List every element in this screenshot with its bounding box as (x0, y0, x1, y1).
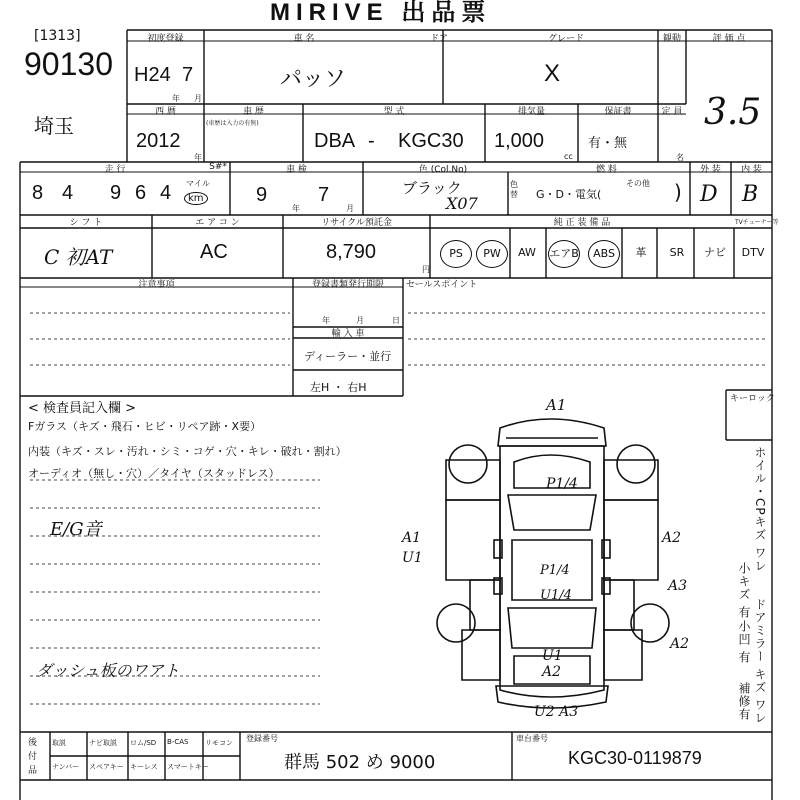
header-model: 型 式 (383, 107, 405, 117)
warranty-value: 有・無 (588, 136, 628, 151)
header-shift: シ フ ト (69, 218, 103, 228)
mileage-digit-3: 9 (110, 182, 122, 204)
mileage-unit: km (184, 192, 208, 205)
capacity-unit: 名 (676, 153, 684, 162)
header-year: 西 暦 (155, 107, 176, 117)
reg-docs-year: 年 (322, 316, 330, 325)
exterior-grade: D (700, 182, 718, 207)
equipment-item: PS (440, 240, 472, 268)
header-mileage: 走 行 (104, 165, 126, 175)
header-chassis-number: 車台番号 (516, 734, 548, 743)
header-door: ドア (430, 34, 448, 44)
document-title: MIRIVE 出品票 (270, 0, 492, 26)
accessory-item: 取説 (52, 739, 66, 747)
header-tuner: TVチューナー等 (735, 219, 779, 226)
header-grade: グレード (547, 34, 584, 44)
header-exterior: 外 装 (700, 165, 721, 175)
accessory-item: キーレス (130, 763, 158, 771)
lot-prefecture: 埼玉 (34, 114, 74, 138)
header-color: 色 (Col.No) (418, 165, 468, 175)
grade-value: X (544, 60, 561, 87)
score-value: 3.5 (704, 92, 762, 133)
repaint-label: 色替 (510, 180, 518, 199)
mileage-unit-top: マイル (186, 179, 210, 188)
header-warranty: 保証書 (604, 107, 632, 117)
mileage-digit-1: 8 (32, 182, 44, 204)
recycle-value: 8,790 (326, 241, 377, 263)
inspector-line-3: オーディオ（無し・穴）／タイヤ（スタッドレス） (28, 467, 280, 480)
accessory-item: ナンバー (52, 763, 80, 771)
handwritten-note-2: ダッシュ板のワアト (36, 661, 180, 680)
mark-right-a3: A3 (668, 578, 688, 594)
header-import: 輸 入 車 (331, 329, 365, 339)
inspection-month: 7 (318, 184, 330, 206)
import-dealer: ディーラー・並行 (304, 350, 392, 363)
accessory-item: ナビ取説 (89, 739, 117, 747)
model-prefix: DBA (314, 130, 356, 152)
lot-number: 90130 (24, 46, 113, 82)
header-car-name: 車 名 (293, 34, 315, 44)
accessory-item: ロム/SD (130, 739, 157, 747)
fuel-other: その他 (626, 179, 650, 188)
header-score-left: 観動 (662, 34, 681, 44)
header-sales-point: セールスポイント (406, 280, 478, 290)
equipment-item: DTV (741, 246, 765, 259)
mark-left-a: A1 (402, 530, 422, 546)
side-legend-5: 補修有 (737, 682, 751, 721)
accessory-item: リモコン (205, 739, 233, 747)
equipment-item: SR (669, 246, 685, 259)
header-score: 評 価 点 (712, 34, 746, 44)
mark-roof-u: U1/4 (540, 588, 572, 603)
shift-value: C 初AT (44, 245, 113, 269)
reg-docs-day: 日 (392, 316, 400, 325)
mark-rear-u: U1 (542, 648, 563, 664)
side-legend-3: ドアミラー キズ ワレ (753, 598, 767, 725)
registration-value: 群馬 502 め 9000 (284, 752, 436, 773)
side-legend-2: 小キズ 有 (737, 562, 751, 619)
equipment-item: ABS (588, 240, 620, 268)
color-name: ブラック (402, 179, 462, 197)
handwritten-note-1: E/G音 (50, 519, 102, 540)
header-capacity: 定 員 (661, 107, 683, 117)
recycle-unit: 円 (422, 265, 430, 274)
mark-right-a2b: A2 (670, 636, 690, 652)
model-dash: - (368, 130, 375, 152)
equipment-item: 革 (635, 246, 647, 259)
header-displacement: 排気量 (517, 107, 545, 117)
accessories-label: 後付品 (28, 738, 38, 776)
mileage-digit-5: 4 (160, 182, 172, 204)
year-unit: 年 (194, 153, 202, 162)
interior-grade: B (742, 182, 759, 207)
color-code: X07 (446, 194, 478, 213)
import-handle: 左H ・ 右H (310, 381, 367, 394)
header-first-reg: 初度登録 (147, 34, 184, 44)
fuel-value: G・D・電気( (536, 188, 602, 201)
equipment-item: エアB (548, 240, 580, 268)
header-fuel: 燃 料 (596, 165, 617, 175)
mark-front: A1 (546, 396, 567, 414)
header-recycle: リサイクル預託金 (321, 218, 392, 228)
header-inspection: 車 検 (286, 165, 307, 175)
reg-docs-month: 月 (356, 316, 364, 325)
lot-code: [1313] (34, 28, 81, 44)
mark-right-a2: A2 (662, 530, 682, 546)
equipment-item: ナビ (704, 246, 726, 259)
mileage-digit-4: 6 (135, 182, 147, 204)
year-value: 2012 (136, 130, 181, 152)
car-name-value: パッソ (280, 67, 347, 92)
aircon-value: AC (200, 241, 228, 263)
first-reg-month: 7 (182, 64, 194, 86)
accessory-item: スペアキー (89, 763, 124, 771)
first-reg-year-label: 年 (172, 94, 180, 103)
header-notes: 注意事項 (138, 280, 175, 290)
fuel-close: ) (674, 180, 682, 204)
header-interior: 内 装 (741, 165, 762, 175)
inspector-line-1: Fガラス（キズ・飛石・ヒビ・リペア跡・X要） (28, 420, 262, 433)
equipment-item: AW (518, 246, 536, 259)
mark-left-u: U1 (402, 550, 423, 566)
header-aircon: エ ア コ ン (195, 218, 240, 228)
chassis-value: KGC30-0119879 (568, 748, 702, 768)
model-code: KGC30 (398, 130, 464, 152)
accessory-item: スマートキー (167, 763, 209, 771)
header-equipment: 純 正 装 備 品 (553, 218, 611, 228)
header-reg-docs: 登録書類発行期限 (311, 280, 384, 290)
first-reg-month-label: 月 (194, 94, 202, 103)
header-shift-code: S#* (209, 162, 227, 172)
mileage-digit-2: 4 (62, 182, 74, 204)
inspector-title: < 検査員記入欄 > (28, 401, 137, 416)
mark-roof-p: P1/4 (540, 563, 570, 578)
header-reg-number: 登録番号 (246, 734, 278, 743)
side-legend-4: 小凹 有 (737, 620, 751, 664)
mark-rear-bumper: U2 A3 (534, 704, 579, 720)
side-legend-1: ホイル・CPキズ ワレ (753, 446, 767, 573)
inspection-month-unit: 月 (346, 204, 354, 213)
inspection-year: 9 (256, 184, 268, 206)
header-history: 車 歴 (243, 107, 264, 117)
history-note: (車歴は入力の有無) (206, 120, 259, 127)
displacement-value: 1,000 (494, 130, 545, 152)
first-reg-era: H24 (134, 64, 171, 86)
header-keylock: キーロック (730, 394, 775, 404)
equipment-item: PW (476, 240, 508, 268)
mark-bonnet: P1/4 (546, 476, 578, 492)
accessory-item: B-CAS (167, 738, 189, 746)
inspector-line-2: 内装（キズ・スレ・汚れ・シミ・コゲ・穴・キレ・破れ・割れ） (28, 445, 347, 458)
mark-rear-a2: A2 (542, 664, 562, 680)
inspection-year-unit: 年 (292, 204, 300, 213)
displacement-unit: cc (564, 152, 573, 161)
